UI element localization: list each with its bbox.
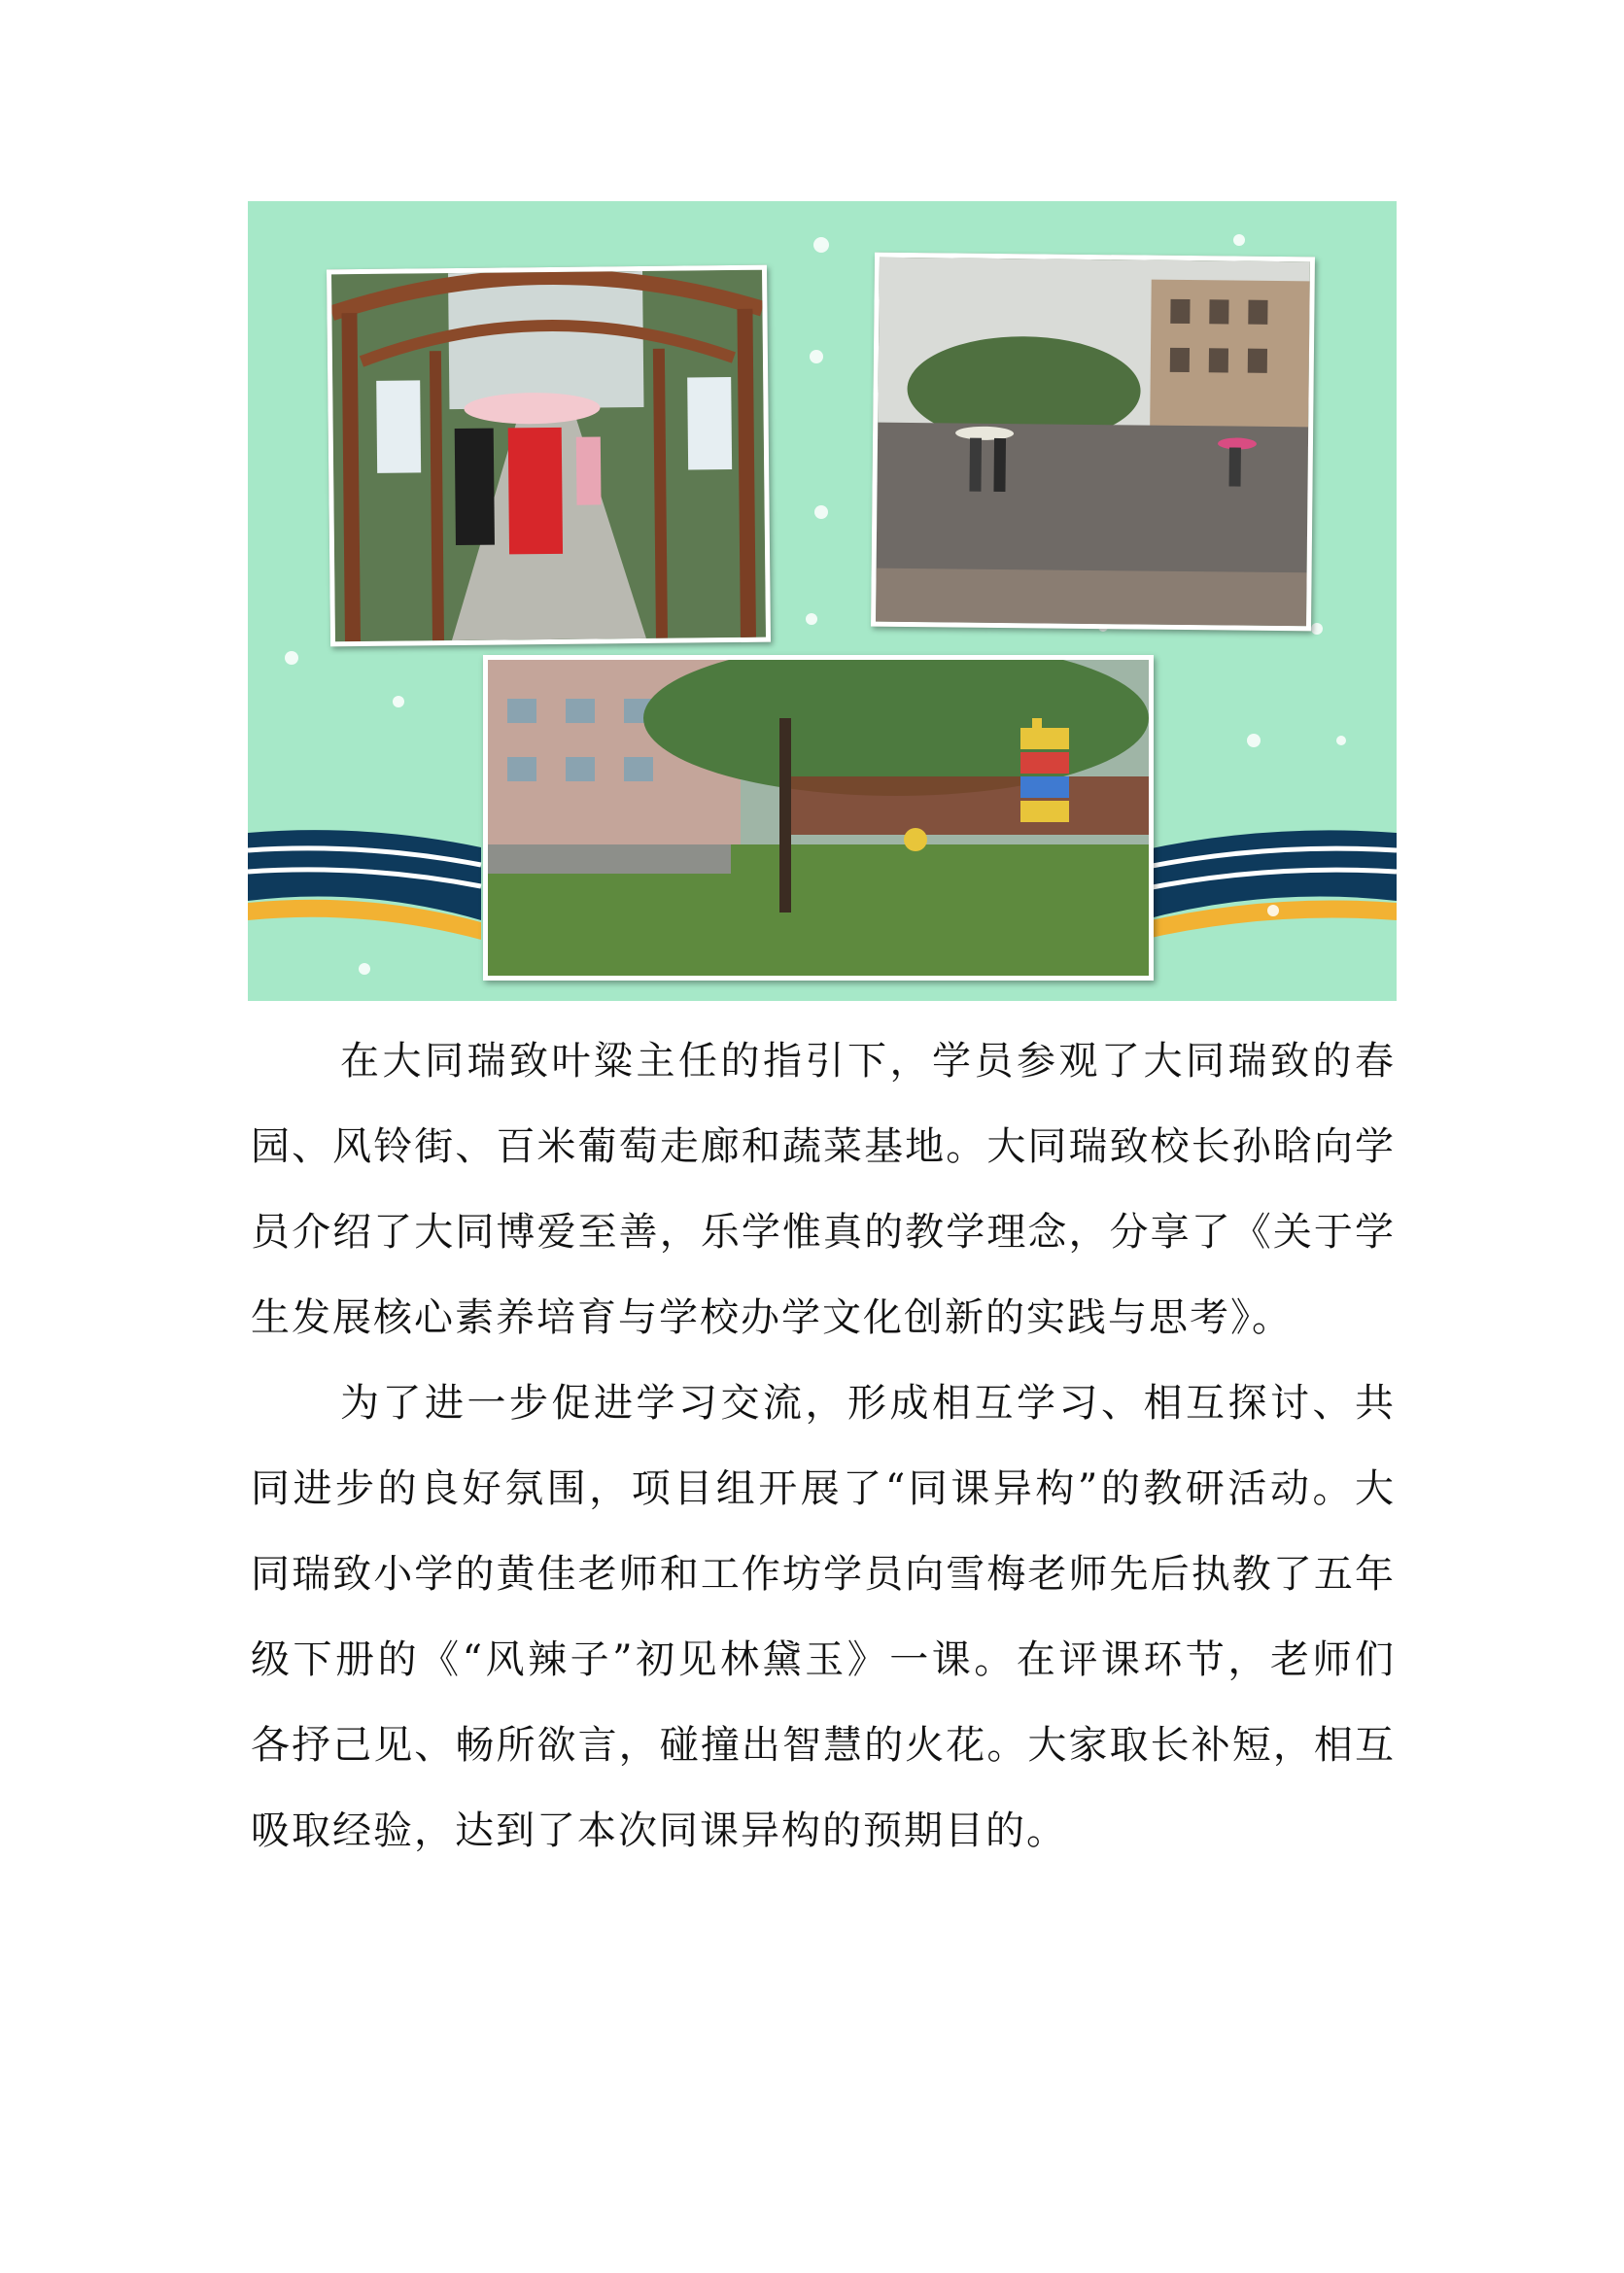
photo-campus-garden [483, 655, 1154, 981]
photo-rainy-plaza [871, 253, 1315, 632]
article-paragraph: 为了进一步促进学习交流，形成相互学习、相互探讨、共同进步的良好氛围，项目组开展了“同课异构”的教研活动。大同瑞致小学的黄佳老师和工作坊学员向雪梅老师先后执教了五年级下册的《“风辣子”初见林黛玉》一课。在评课环节，老师们各抒己见、畅所欲言，碰撞出智慧的火花。大家取长补短，相互吸取经验，达到了本次同课异构的预期目的。 [251, 1381, 1396, 1853]
photo-arbor-walkway [327, 265, 771, 647]
photo-collage-banner [248, 201, 1397, 1001]
article-body [251, 1018, 1396, 1874]
article-paragraph: 在大同瑞致叶粱主任的指引下，学员参观了大同瑞致的春园、风铃街、百米葡萄走廊和蔬菜基地。大同瑞致校长孙晗向学员介绍了大同博爱至善，乐学惟真的教学理念，分享了《关于学生发展核心素养培育与学校办学文化创新的实践与思考》。 [251, 1039, 1396, 1340]
